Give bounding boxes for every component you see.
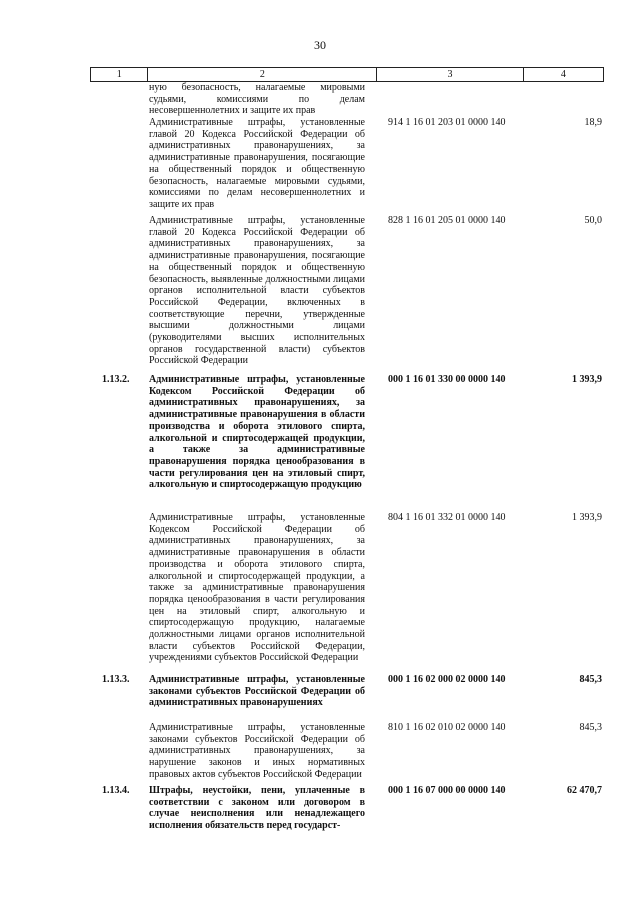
- row-code: 000 1 16 01 330 00 0000 140: [388, 374, 506, 385]
- row-amount: 18,9: [584, 117, 602, 128]
- row-code: 828 1 16 01 205 01 0000 140: [388, 215, 506, 226]
- row-amount: 62 470,7: [567, 785, 602, 796]
- row-code: 804 1 16 01 332 01 0000 140: [388, 512, 506, 523]
- row-amount: 845,3: [579, 674, 602, 685]
- header-col-4: 4: [524, 68, 604, 81]
- row-description: Административные штрафы, установленные Кодексом Российской Федерации об административных правонарушениях, за административные правонарушения в области производства и оборота этилового спирта, алкогольной и спиртосодержащей продукции, а также за административные правонарушения порядка ценообразования в части регулирования цен на этиловый спирт, алкогольную и спиртосодержащую продукцию: [149, 374, 365, 491]
- row-number: 1.13.4.: [102, 785, 130, 796]
- row-description: ную безопасность, налагаемые мировыми судьями, комиссиями по делам несовершеннолетних и защите их прав: [149, 82, 365, 117]
- row-code: 914 1 16 01 203 01 0000 140: [388, 117, 506, 128]
- header-col-1: 1: [90, 68, 148, 81]
- row-number: 1.13.2.: [102, 374, 130, 385]
- header-col-3: 3: [377, 68, 524, 81]
- table-header: [90, 67, 604, 82]
- row-description: Административные штрафы, установленные главой 20 Кодекса Российской Федерации об административных правонарушениях, за административные правонарушения, посягающие на общественный порядок и общественную безопасность, выявленные должностными лицами органов исполнительной власти субъектов Российской Федерации, включенных в соответствующие перечни, утвержденные высшими должностными лицами (руководителями высших исполнительных органов государственной власти) субъектов Российской Федерации: [149, 215, 365, 367]
- row-description: Административные штрафы, установленные законами субъектов Российской Федерации об административных правонарушениях: [149, 674, 365, 709]
- page-number: 30: [314, 38, 326, 52]
- row-code: 000 1 16 02 000 02 0000 140: [388, 674, 506, 685]
- row-description: Административные штрафы, установленные Кодексом Российской Федерации об административных правонарушениях, за административные правонарушения в области производства и оборота этилового спирта, алкогольной и спиртосодержащей продукции, а также за административные правонарушения порядка ценообразования в части регулирования цен на этиловый спирт, алкогольную и спиртосодержащую продукцию, налагаемые должностными лицами органов исполнительной власти субъектов Российской Федерации, учреждениями субъектов Российской Федерации: [149, 512, 365, 664]
- row-description: Штрафы, неустойки, пени, уплаченные в соответствии с законом или договором в случае неисполнения или ненадлежащего исполнения обязательств перед государст-: [149, 785, 365, 832]
- row-number: 1.13.3.: [102, 674, 130, 685]
- row-amount: 845,3: [579, 722, 602, 733]
- row-code: 810 1 16 02 010 02 0000 140: [388, 722, 506, 733]
- row-description: Административные штрафы, установленные главой 20 Кодекса Российской Федерации об административных правонарушениях, за административные правонарушения, посягающие на общественный порядок и общественную безопасность, налагаемые мировыми судьями, комиссиями по делам несовершеннолетних и защите их прав: [149, 117, 365, 210]
- row-amount: 1 393,9: [572, 374, 602, 385]
- row-description: Административные штрафы, установленные законами субъектов Российской Федерации об административных правонарушениях, за нарушение законов и иных нормативных правовых актов субъектов Российской Федерации: [149, 722, 365, 780]
- row-amount: 1 393,9: [572, 512, 602, 523]
- header-col-2: 2: [148, 68, 377, 81]
- row-code: 000 1 16 07 000 00 0000 140: [388, 785, 506, 796]
- row-amount: 50,0: [584, 215, 602, 226]
